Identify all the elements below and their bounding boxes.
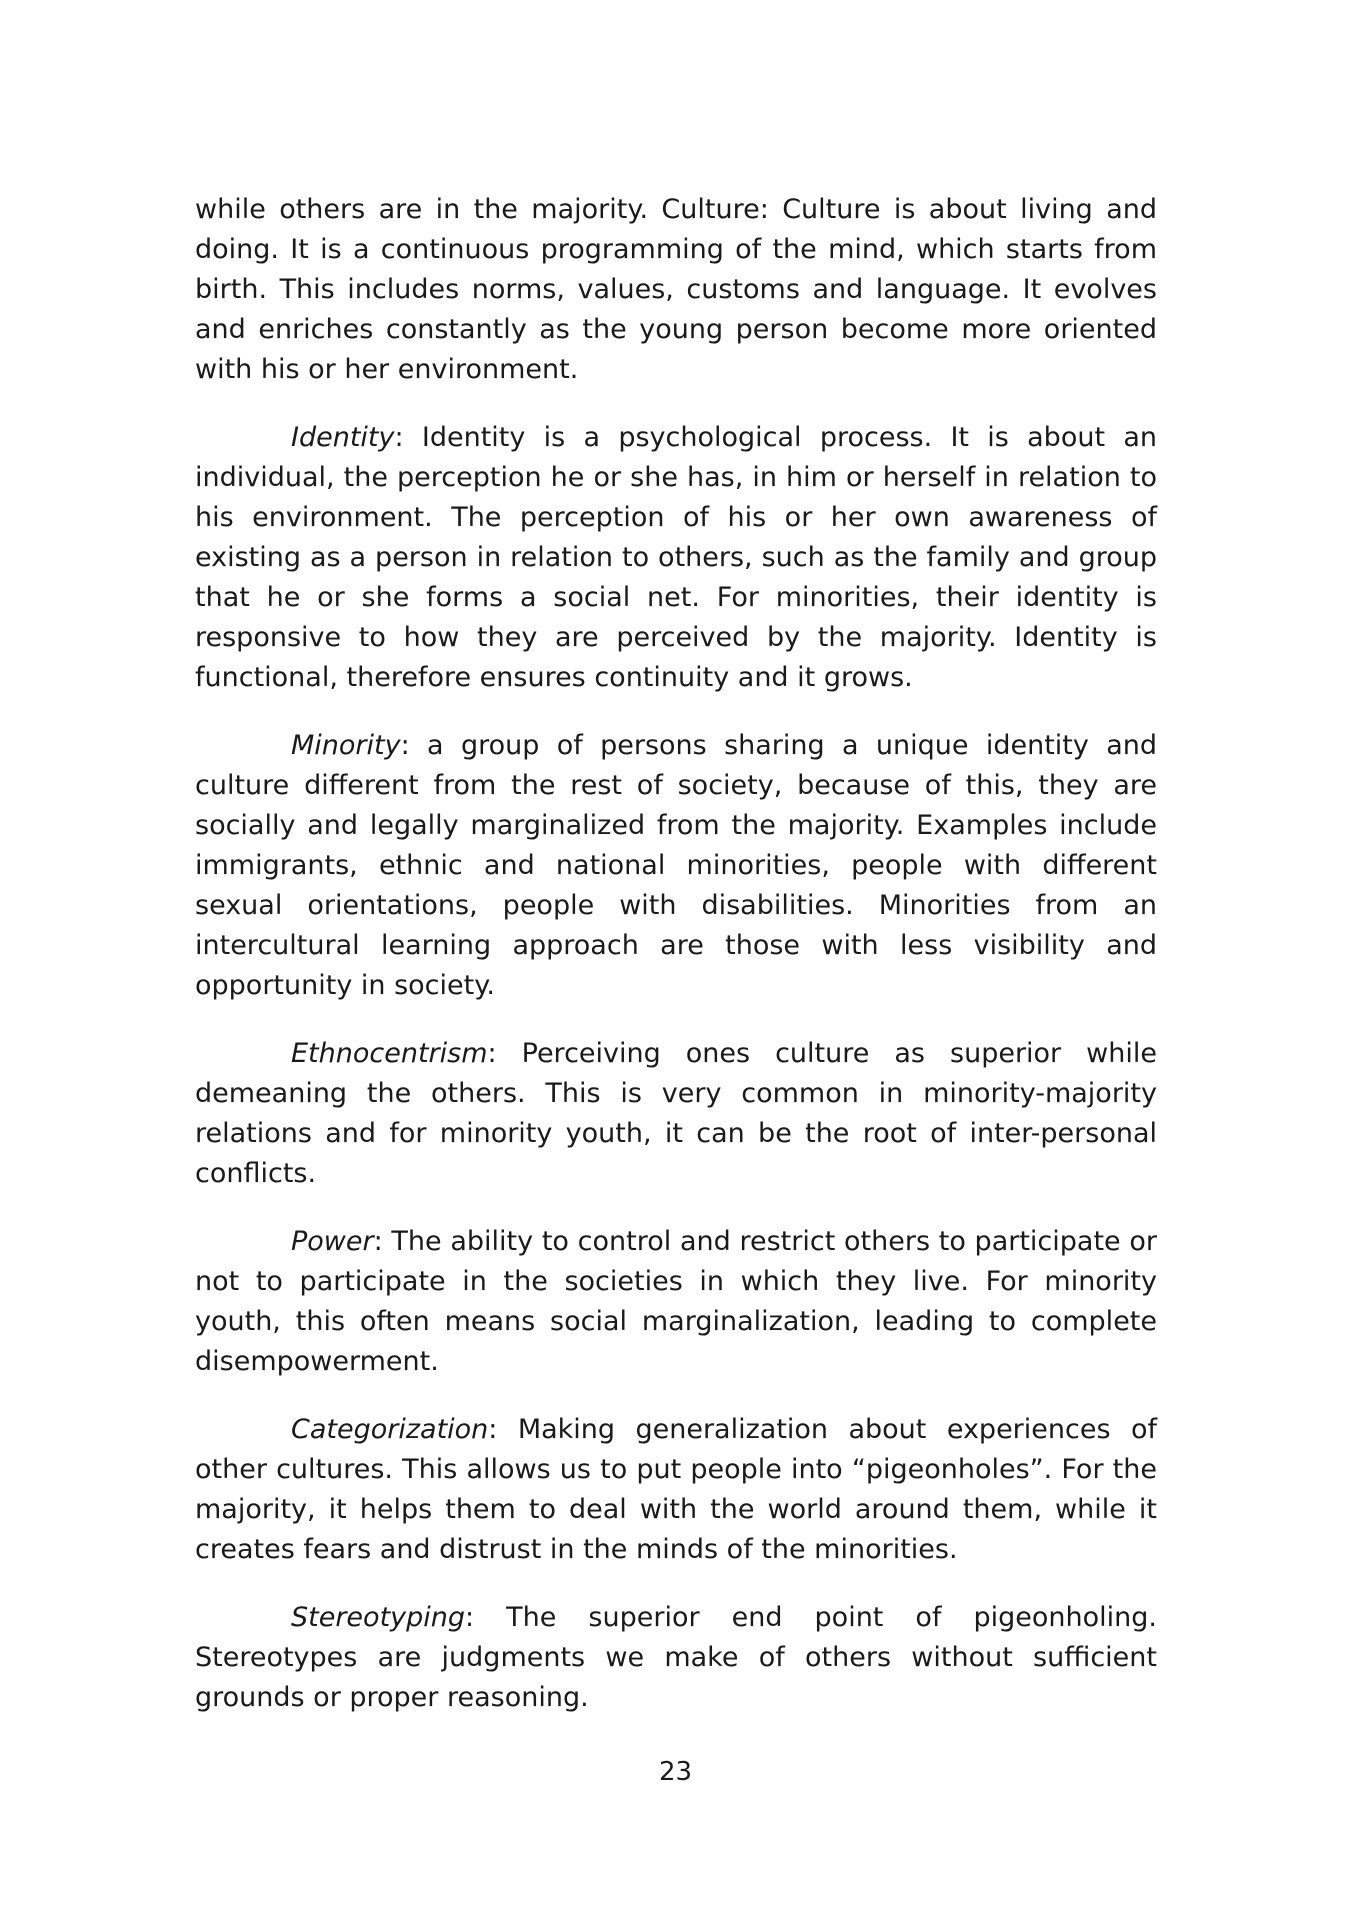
definition-text-minority: : a group of persons sharing a unique identity and culture different from the rest of society, because of this, they are socially and legally marginalized from the majority. Examples include immigrants, ethnic and national minorities, people with different sexual orientations, people with disabilities. Minorities from an intercultural learning approach are those with less visibility and opportunity in society. — [195, 730, 1157, 1001]
definition-minority — [195, 726, 1157, 1006]
term-power: Power — [291, 1226, 374, 1257]
definition-stereotyping — [195, 1598, 1157, 1718]
definition-ethnocentrism — [195, 1034, 1157, 1194]
page-number: 23 — [658, 1757, 693, 1787]
definition-power — [195, 1222, 1157, 1382]
term-minority: Minority — [291, 730, 401, 761]
definition-text-identity: : Identity is a psychological process. It is about an individual, the perception he or she has, in him or herself in relation to his environment. The perception of his or her own awareness of existing as a person in relation to others, such as the family and group that he or she forms a social net. For minorities, their identity is responsive to how they are perceived by the majority. Identity is functional, therefore ensures continuity and it grows. — [195, 422, 1157, 693]
term-identity: Identity — [291, 422, 395, 453]
definition-text-ethnocentrism: : Perceiving ones culture as superior while demeaning the others. This is very common in minority-majority relations and for minority youth, it can be the root of inter-personal conflicts. — [195, 1038, 1157, 1189]
intro-paragraph: while others are in the majority. Culture: Culture is about living and doing. It is a continuous programming of the mind, which starts from birth. This includes norms, values, customs and language. It evolves and enriches constantly as the young person become more oriented with his or her environment. — [195, 194, 1157, 385]
document-body — [195, 190, 1157, 1746]
definition-categorization — [195, 1410, 1157, 1570]
term-ethnocentrism: Ethnocentrism — [291, 1038, 488, 1069]
definition-text-stereotyping: : The superior end point of pigeonholing. Stereotypes are judgments we make of others without sufficient grounds or proper reasoning. — [195, 1602, 1157, 1713]
term-categorization: Categorization — [291, 1414, 489, 1445]
definition-identity — [195, 418, 1157, 698]
definition-text-categorization: : Making generalization about experiences of other cultures. This allows us to put people into “pigeonholes”. For the majority, it helps them to deal with the world around them, while it creates fears and distrust in the minds of the minorities. — [195, 1414, 1157, 1565]
term-stereotyping: Stereotyping — [291, 1602, 466, 1633]
definition-text-power: : The ability to control and restrict others to participate or not to participate in the societies in which they live. For minority youth, this often means social marginalization, leading to complete disempowerment. — [195, 1226, 1157, 1377]
